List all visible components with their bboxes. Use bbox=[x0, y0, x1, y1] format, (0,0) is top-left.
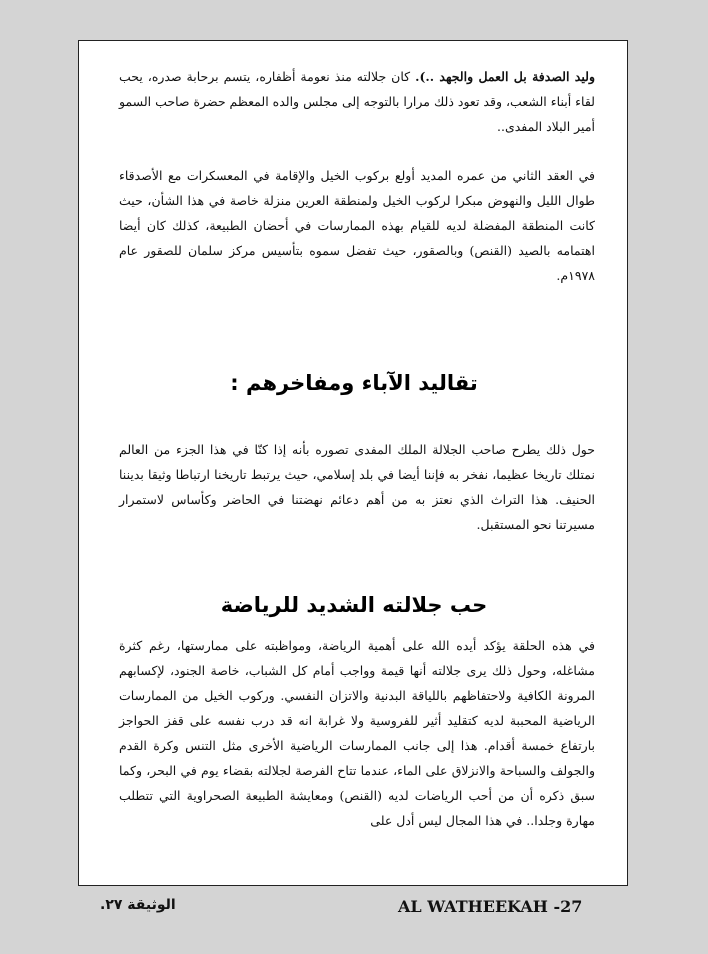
page-frame bbox=[78, 40, 628, 886]
paragraph-1 bbox=[119, 64, 595, 139]
section-heading-traditions: تقاليد الآباء ومفاخرهم : bbox=[230, 371, 478, 395]
section-heading-sports: حب جلالته الشديد للرياضة bbox=[220, 593, 488, 617]
paragraph-3: حول ذلك يطرح صاحب الجلالة الملك المفدى تصوره بأنه إذا كنّا في هذا الجزء من العالم نمتلك تاريخا عظيما، نفخر به فإننا أيضا في بلد إسلامي، حيث يرتبط تاريخنا ارتباطا وثيقا بديننا الحنيف. هذا التراث الذي نعتز به من أهم دعائم نهضتنا في الحاضر وكأساس لاستمرار مسيرتنا نحو المستقبل. bbox=[119, 442, 595, 532]
paragraph-1-body: كان جلالته منذ نعومة أظفاره، يتسم برحابة صدره، يحب لقاء أبناء الشعب، وقد تعود ذلك مرارا بالتوجه إلى مجلس والده المعظم حضرة صاحب السمو أمير البلاد المفدى.. bbox=[119, 69, 595, 134]
paragraph-1-lead: وليد الصدفة بل العمل والجهد ..). bbox=[415, 69, 595, 84]
paragraph-4: في هذه الحلقة يؤكد أيده الله على أهمية الرياضة، ومواظبته على ممارستها، رغم كثرة مشاغله، وحول ذلك يرى جلالته أنها قيمة وواجب أمام كل الشباب، خاصة الجنود، لإكسابهم المرونة الكافية ولاحتفاظهم باللياقة البدنية والاتزان النفسي. وركوب الخيل من الممارسات الرياضية المحببة لديه كتقليد أثير للفروسية ولا غرابة انه قد درب نفسه على قفز الحواجز بارتفاع خمسة أقدام. هذا إلى جانب الممارسات الرياضية الأخرى مثل التنس وكرة القدم والجولف والسباحة والانزلاق على الماء، عندما تتاح الفرصة لجلالته بقضاء يوم في البحر، وكما سبق ذكره أن من أحب الرياضات لديه (القنص) ومعايشة الطبيعة الصحراوية التي تتطلب مهارة وجلدا.. في هذا المجال ليس أدل على bbox=[119, 638, 595, 828]
footer-page-label-latin: AL WATHEEKAH -27 bbox=[398, 897, 583, 916]
footer-page-label-arabic: الوثيقة ٢٧. bbox=[100, 897, 176, 913]
paragraph-2: في العقد الثاني من عمره المديد أولع بركوب الخيل والإقامة في المعسكرات مع الأصدقاء طوال الليل والنهوض مبكرا لركوب الخيل ولمنطقة العرين منزلة خاصة في هذا الشأن، حيث كانت المنطقة المفضلة لديه للقيام بهذه الممارسات في أحضان الطبيعة، كذلك كان أيضا اهتمامه بالصيد (القنص) وبالصقور، حيث تفضل سموه بتأسيس مركز سلمان للصقور عام ١٩٧٨م. bbox=[119, 168, 595, 283]
